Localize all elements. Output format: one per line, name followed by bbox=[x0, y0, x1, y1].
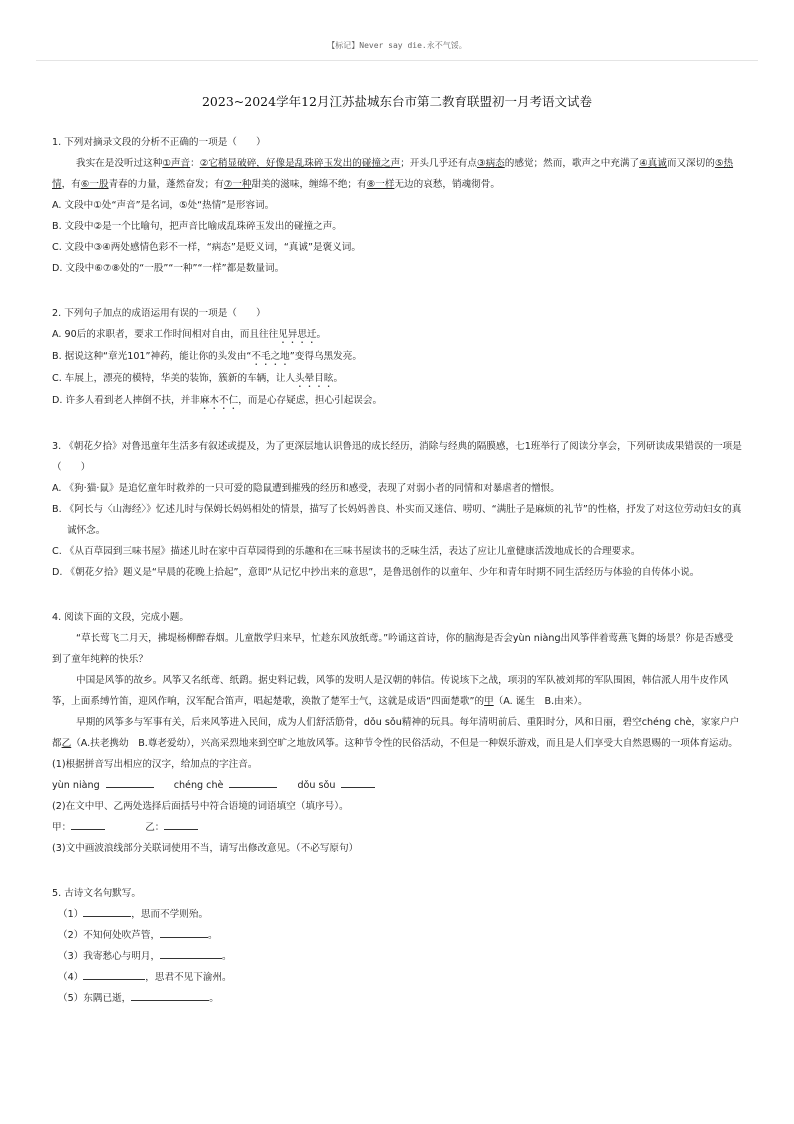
item-number: （3） bbox=[58, 951, 84, 962]
item-text: 。 bbox=[208, 930, 218, 941]
header-divider bbox=[36, 60, 758, 61]
answer-blank[interactable] bbox=[160, 925, 208, 938]
passage-text: ；开头几乎还有点 bbox=[400, 158, 477, 169]
option-text: D. 许多人看到老人摔倒不扶，并非 bbox=[52, 395, 200, 406]
page-title: 2023~2024学年12月江苏盐城东台市第二教育联盟初一月考语文试卷 bbox=[201, 94, 592, 109]
pinyin-label: yùn niàng bbox=[52, 780, 100, 791]
option-text: A. 90后的求职者，要求工作时间相对自由，而且往往 bbox=[52, 329, 279, 340]
question-3-stem: 3. 《朝花夕拾》对鲁迅童年生活多有叙述或提及，为了更深层地认识鲁迅的成长经历，消除与经典的隔膜感，七1班举行了阅读分享会，下列研读成果错误的一项是（ ） bbox=[52, 441, 742, 473]
pinyin-label: chéng chè bbox=[173, 780, 224, 791]
question-2-stem: 2. 下列句子加点的成语运用有误的一项是（ ） bbox=[52, 308, 266, 319]
question-4-stem: 4. 阅读下面的文段，完成小题。 bbox=[52, 612, 189, 623]
item-number: （4） bbox=[58, 972, 84, 983]
passage-text: 甜美的滋味，缠绵不绝；有 bbox=[251, 179, 367, 190]
passage-text: 青春的力量，蓬然奋发；有 bbox=[108, 179, 224, 190]
question-2 bbox=[52, 303, 742, 412]
answer-blank[interactable] bbox=[131, 988, 209, 1001]
sub-question-2: (2)在文中甲、乙两处选择后面括号中符合语境的词语填空（填序号）。 bbox=[52, 801, 349, 812]
underlined-word: ⑤热情 bbox=[52, 158, 734, 190]
exam-content bbox=[52, 132, 742, 1009]
option-b: B. 文段中②是一个比喻句，把声音比喻成乱珠碎玉发出的碰撞之声。 bbox=[52, 221, 342, 232]
underlined-word: ①声音 bbox=[162, 158, 191, 169]
poem-list bbox=[52, 904, 742, 1009]
option-d bbox=[52, 390, 742, 412]
item-text: 。 bbox=[222, 951, 232, 962]
fill-marker-jia: 甲 bbox=[484, 696, 494, 707]
pinyin-label: dǒu sǒu bbox=[297, 780, 336, 791]
underlined-word: ⑦一种 bbox=[223, 179, 252, 190]
underlined-sentence: ②它稍显破碎，好像是乱珠碎玉发出的碰撞之声 bbox=[199, 158, 401, 169]
dotted-idiom: 麻木不仁 bbox=[199, 395, 239, 406]
answer-blank[interactable] bbox=[106, 775, 154, 788]
passage-text: 的感觉；然而，歌声之中充满了 bbox=[504, 158, 640, 169]
item-number: （1） bbox=[58, 909, 84, 920]
jia-label: 甲： bbox=[52, 822, 72, 833]
sub-question-1: (1)根据拼音写出相应的汉字，给加点的字注音。 bbox=[52, 759, 258, 770]
answer-blank[interactable] bbox=[164, 817, 198, 830]
option-c bbox=[52, 368, 742, 390]
reading-paragraph-2 bbox=[52, 670, 742, 712]
option-text: ，而是心存疑虑，担心引起误会。 bbox=[238, 395, 383, 406]
item-text: 不知何处吹芦管， bbox=[83, 930, 161, 941]
reading-paragraph-1: “草长莺飞二月天，拂堤杨柳醉春烟。儿童散学归来早，忙趁东风放纸鸢。”吟诵这首诗，你的脑海是否会yùn niàng出风筝伴着莺燕飞舞的场景？你是否感受到了童年纯粹的快乐？ bbox=[52, 633, 734, 665]
passage-text: 而又深切的 bbox=[666, 158, 715, 169]
answer-blank[interactable] bbox=[341, 775, 375, 788]
answer-blank[interactable] bbox=[160, 946, 222, 959]
item-text: ，思而不学则殆。 bbox=[131, 909, 209, 920]
answer-blank[interactable] bbox=[229, 775, 277, 788]
option-b: B. 《阿长与〈山海经〉》忆述儿时与保姆长妈妈相处的情景，描写了长妈妈善良、朴实而又迷信、唠叨、“满肚子是麻烦的礼节”的性格，抒发了对这位劳动妇女的真诚怀念。 bbox=[52, 504, 742, 536]
paragraph-text: （A.扶老携幼 B.尊老爱幼），兴高采烈地来到空旷之地放风筝。这种节令性的民俗活动，不但是一种娱乐游戏，而且是人们享受大自然恩赐的一项体育运动。 bbox=[71, 738, 738, 749]
option-b bbox=[52, 346, 742, 368]
underlined-word: ④真诚 bbox=[639, 158, 667, 169]
question-4 bbox=[52, 607, 742, 859]
option-c: C. 文段中③④两处感情色彩不一样，“病态”是贬义词，“真诚”是褒义词。 bbox=[52, 242, 361, 253]
passage-text: ： bbox=[190, 158, 200, 169]
answer-blank[interactable] bbox=[71, 817, 105, 830]
item-text: ，思君不见下渝州。 bbox=[145, 972, 232, 983]
item-text: 东隅已逝， bbox=[83, 993, 132, 1004]
poem-item-1 bbox=[58, 904, 742, 925]
answer-blank[interactable] bbox=[83, 904, 131, 917]
question-1 bbox=[52, 132, 742, 279]
option-text: 。 bbox=[333, 373, 344, 384]
option-a: A. 文段中①处“声音”是名词，⑤处“热情”是形容词。 bbox=[52, 200, 275, 211]
option-d: D. 文段中⑥⑦⑧处的“一股”“一种”“一样”都是数量词。 bbox=[52, 263, 285, 274]
passage-text: 我实在是没听过这种 bbox=[76, 158, 163, 169]
fill-row bbox=[52, 817, 742, 838]
paragraph-text: 早期的风筝多与军事有关，后来风筝进入民间，成为人们舒活筋骨，dǒu sǒu精神的玩具。每年清明前后、重阳时分，风和日丽，碧空chéng chè，家家户户都 bbox=[52, 717, 740, 749]
paragraph-text: 中国是风筝的故乡。风筝又名纸鸢、纸鹞。据史料记载，风筝的发明人是汉朝的韩信。传说垓下之战，项羽的军队被刘邦的军队围困，韩信派人用牛皮作风筝，上面系缚竹笛，迎风作响，汉军配合笛声，唱起楚歌，涣散了楚军士气，这就是成语“四面楚歌”的 bbox=[52, 675, 729, 707]
passage-text: ，有 bbox=[61, 179, 81, 190]
poem-item-3 bbox=[58, 946, 742, 967]
option-text: ”变得乌黑发亮。 bbox=[289, 351, 362, 362]
option-c: C. 《从百草园到三味书屋》描述儿时在家中百草园得到的乐趣和在三味书屋读书的乏味生活，表达了应让儿童健康活泼地成长的合理要求。 bbox=[52, 546, 641, 557]
question-5-stem: 5. 古诗文名句默写。 bbox=[52, 888, 141, 899]
option-a bbox=[52, 324, 742, 346]
poem-item-4 bbox=[58, 967, 742, 988]
dotted-idiom: 不毛之地 bbox=[251, 351, 290, 362]
item-text: 。 bbox=[209, 993, 219, 1004]
reading-paragraph-3 bbox=[52, 712, 742, 754]
sub-question-3: (3)文中画波浪线部分关联词使用不当，请写出修改意见。（不必写原句） bbox=[52, 843, 359, 854]
page-header: 【标记】Never say die.永不气馁。 bbox=[327, 41, 467, 50]
item-number: （5） bbox=[58, 993, 84, 1004]
question-1-stem: 1. 下列对摘录文段的分析不正确的一项是（ ） bbox=[52, 137, 266, 148]
underlined-word: ⑧一样 bbox=[366, 179, 395, 190]
underlined-word: ⑥一股 bbox=[80, 179, 109, 190]
yi-label: 乙： bbox=[145, 822, 165, 833]
fill-marker-yi: 乙 bbox=[61, 738, 72, 749]
poem-item-2 bbox=[58, 925, 742, 946]
underlined-word: ③病态 bbox=[476, 158, 505, 169]
option-a: A. 《狗·猫·鼠》是追忆童年时救养的一只可爱的隐鼠遭到摧残的经历和感受，表现了对弱小者的同情和对暴虐者的憎恨。 bbox=[52, 483, 560, 494]
option-text: B. 据说这种“章光101”神药，能让你的头发由“ bbox=[52, 351, 252, 362]
option-text: C. 车展上，漂亮的模特，华美的装饰，簇新的车辆，让人 bbox=[52, 373, 296, 384]
option-text: 。 bbox=[316, 329, 327, 340]
item-text: 我寄愁心与明月， bbox=[83, 951, 161, 962]
paragraph-text: （A. 诞生 B.由来）。 bbox=[493, 696, 588, 707]
question-1-passage bbox=[52, 153, 742, 195]
dotted-idiom: 见异思迁 bbox=[278, 329, 317, 340]
pinyin-row bbox=[52, 775, 742, 796]
poem-item-5 bbox=[58, 988, 742, 1009]
question-3 bbox=[52, 436, 742, 583]
option-d: D. 《朝花夕拾》题义是“早晨的花晚上拾起”，意即“从记忆中抄出来的意思”，是鲁迅创作的以童年、少年和青年时期不同生活经历与体验的自传体小说。 bbox=[52, 567, 700, 578]
question-5 bbox=[52, 883, 742, 1009]
passage-text: 无边的哀愁，销魂彻骨。 bbox=[394, 179, 500, 190]
dotted-idiom: 头晕目眩 bbox=[295, 373, 334, 384]
answer-blank[interactable] bbox=[83, 967, 145, 980]
item-number: （2） bbox=[58, 930, 84, 941]
